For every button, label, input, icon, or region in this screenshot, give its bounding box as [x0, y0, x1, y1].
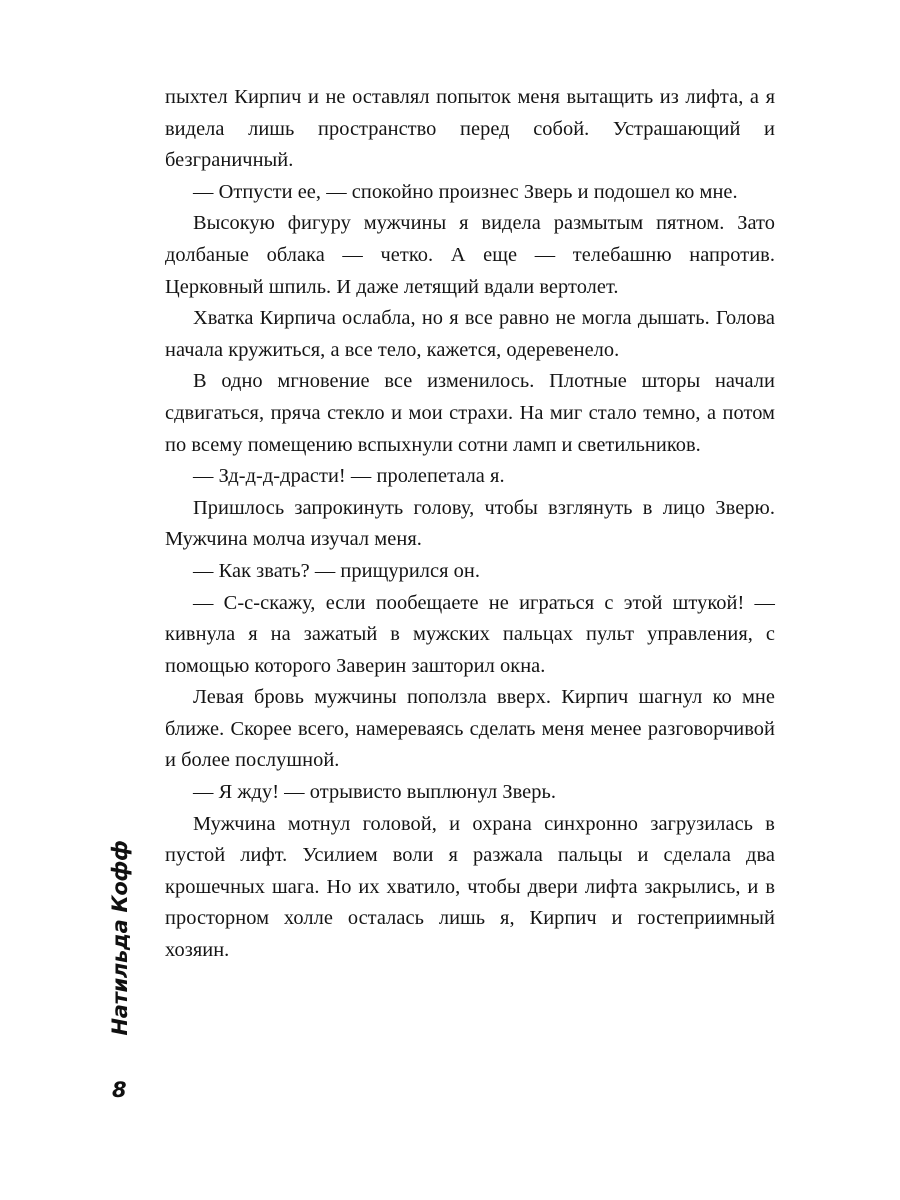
paragraph: Пришлось запрокинуть голову, чтобы взглянуть в лицо Зверю. Мужчина молча изучал меня.	[165, 496, 775, 551]
paragraph: В одно мгновение все изменилось. Плотные шторы начали сдвигаться, пряча стекло и мои страхи. На миг стало темно, а потом по всему помещению вспыхнули сотни ламп и светильников.	[165, 370, 775, 456]
paragraph: — С-с-скажу, если пообещаете не играться с этой штукой! — кивнула я на зажатый в мужских пальцах пульт управления, с помощью которого Заверин зашторил окна.	[165, 591, 775, 677]
paragraph: — Зд-д-д-драсти! — пролепетала я.	[193, 465, 505, 488]
page-number: 8	[112, 1078, 127, 1102]
body-text-column	[165, 82, 775, 967]
paragraph: пыхтел Кирпич и не оставлял попыток меня вытащить из лифта, а я видела лишь пространство перед собой. Устрашающий и безграничный.	[165, 86, 775, 172]
paragraph: — Отпусти ее, — спокойно произнес Зверь и подошел ко мне.	[193, 180, 738, 203]
paragraph: Левая бровь мужчины поползла вверх. Кирпич шагнул ко мне ближе. Скорее всего, намереваясь сделать меня менее разговорчивой и более послушной.	[165, 686, 775, 772]
paragraph: — Я жду! — отрывисто выплюнул Зверь.	[193, 781, 557, 804]
running-head-author: Натильда Кофф	[108, 840, 132, 1036]
paragraph: — Как звать? — прищурился он.	[193, 559, 481, 582]
paragraph: Мужчина мотнул головой, и охрана синхронно загрузилась в пустой лифт. Усилием воли я разжала пальцы и сделала два крошечных шага. Но их хватило, чтобы двери лифта закрылись, и в просторном холле осталась лишь я, Кирпич и гостеприимный хозяин.	[165, 812, 775, 962]
paragraph: Высокую фигуру мужчины я видела размытым пятном. Зато долбаные облака — четко. А еще — телебашню напротив. Церковный шпиль. И даже летящий вдали вертолет.	[165, 212, 775, 298]
paragraph: Хватка Кирпича ослабла, но я все равно не могла дышать. Голова начала кружиться, а все тело, кажется, одеревенело.	[165, 307, 775, 361]
